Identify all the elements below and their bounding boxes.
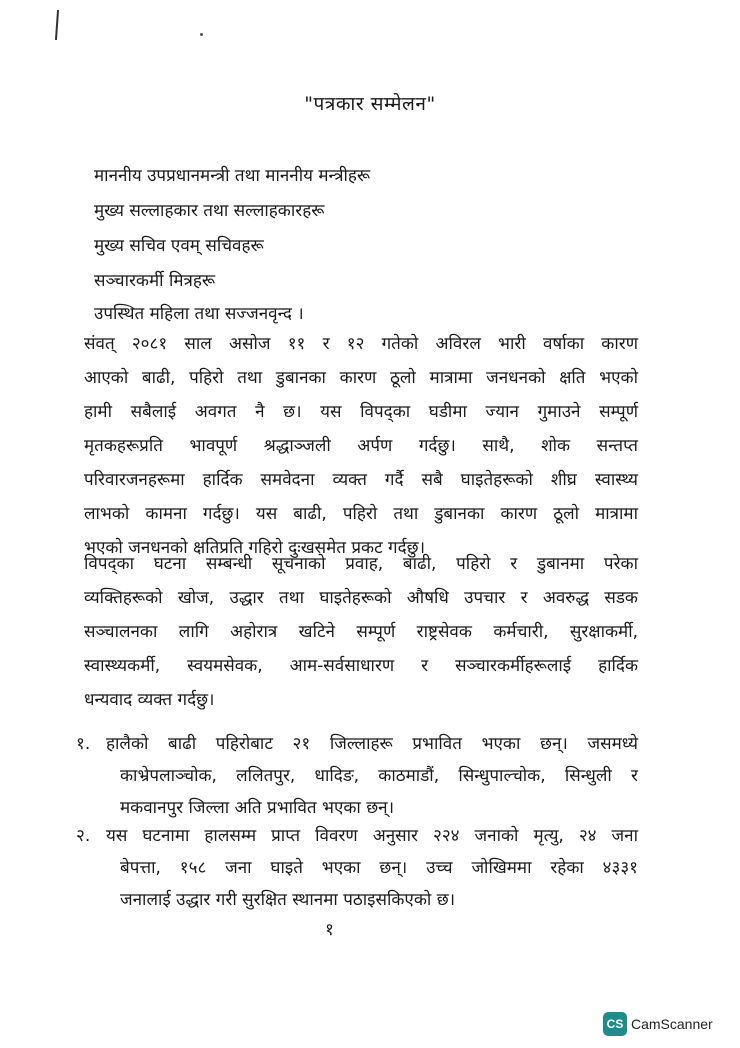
item-line: यस घटनामा हालसम्म प्राप्त विवरण अनुसार २२४ जनाको मृत्यु, २४ जना bbox=[106, 826, 638, 846]
paragraph-line: लाभको कामना गर्दछु। यस बाढी, पहिरो तथा डुबानका कारण ठूलो मात्रामा bbox=[84, 504, 638, 524]
camscanner-badge bbox=[603, 1011, 713, 1037]
item-number: २. bbox=[76, 826, 91, 846]
paragraph-line: आएको बाढी, पहिरो तथा डुबानका कारण ठूलो मात्रामा जनधनको क्षति भएको bbox=[84, 368, 638, 388]
salutation-line: मुख्य सचिव एवम् सचिवहरू bbox=[94, 236, 264, 256]
salutation-line: उपस्थित महिला तथा सज्जनवृन्द । bbox=[94, 304, 304, 324]
paragraph-line: विपद्का घटना सम्बन्धी सूचनाको प्रवाह, बाढी, पहिरो र डुबानमा परेका bbox=[84, 554, 638, 574]
item-line: जनालाई उद्धार गरी सुरक्षित स्थानमा पठाइसकिएको छ। bbox=[120, 890, 456, 910]
paragraph-condolence bbox=[84, 327, 638, 565]
salutation-line: सञ्चारकर्मी मित्रहरू bbox=[94, 271, 216, 291]
camscanner-logo-icon: CS bbox=[603, 1012, 627, 1036]
dot-mark bbox=[200, 33, 203, 36]
salutation-line: मुख्य सल्लाहकार तथा सल्लाहकारहरू bbox=[94, 201, 325, 221]
paragraph-line: परिवारजनहरूमा हार्दिक समवेदना व्यक्त गर्दै सबै घाइतेहरूको शीघ्र स्वास्थ्य bbox=[84, 470, 638, 490]
paragraph-line: व्यक्तिहरूको खोज, उद्धार तथा घाइतेहरूको औषधि उपचार र अवरुद्ध सडक bbox=[84, 588, 638, 608]
paragraph-line: स्वास्थ्यकर्मी, स्वयमसेवक, आम-सर्वसाधारण र सञ्चारकर्मीहरूलाई हार्दिक bbox=[84, 656, 638, 676]
paragraph-line: धन्यवाद व्यक्त गर्दछु। bbox=[84, 690, 215, 710]
paragraph-line: हामी सबैलाई अवगत नै छ। यस विपद्का घडीमा ज्यान गुमाउने सम्पूर्ण bbox=[84, 402, 638, 422]
paragraph-line: संवत् २०८१ साल असोज ११ र १२ गतेको अविरल भारी वर्षाका कारण bbox=[84, 334, 638, 354]
document-title: "पत्रकार सम्मेलन" bbox=[304, 93, 436, 115]
salutation-line: माननीय उपप्रधानमन्त्री तथा माननीय मन्त्रीहरू bbox=[94, 166, 371, 186]
paragraph-line: मृतकहरूप्रति भावपूर्ण श्रद्धाञ्जली अर्पण गर्दछु। साथै, शोक सन्तप्त bbox=[84, 436, 638, 456]
paragraph-thanks bbox=[84, 547, 638, 717]
paragraph-line: सञ्चालनका लागि अहोरात्र खटिने सम्पूर्ण राष्ट्रसेवक कर्मचारी, सुरक्षाकर्मी, bbox=[84, 622, 638, 642]
item-line: हालैको बाढी पहिरोबाट २१ जिल्लाहरू प्रभावित भएका छन्। जसमध्ये bbox=[106, 734, 638, 754]
camscanner-label: CamScanner bbox=[631, 1016, 713, 1032]
item-line: मकवानपुर जिल्ला अति प्रभावित भएका छन्। bbox=[120, 798, 395, 818]
pen-mark bbox=[55, 10, 59, 40]
item-number: १. bbox=[76, 734, 91, 754]
paragraph-line: भएको जनधनको क्षतिप्रति गहिरो दुःखसमेत प्रकट गर्दछु। bbox=[84, 538, 426, 558]
item-line: बेपत्ता, १५८ जना घाइते भएका छन्। उच्च जोखिममा रहेका ४३३१ bbox=[120, 858, 638, 878]
item-line: काभ्रेपलाञ्चोक, ललितपुर, धादिङ, काठमाडौं, सिन्धुपाल्चोक, सिन्धुली र bbox=[120, 766, 638, 786]
page-number: १ bbox=[325, 920, 334, 940]
